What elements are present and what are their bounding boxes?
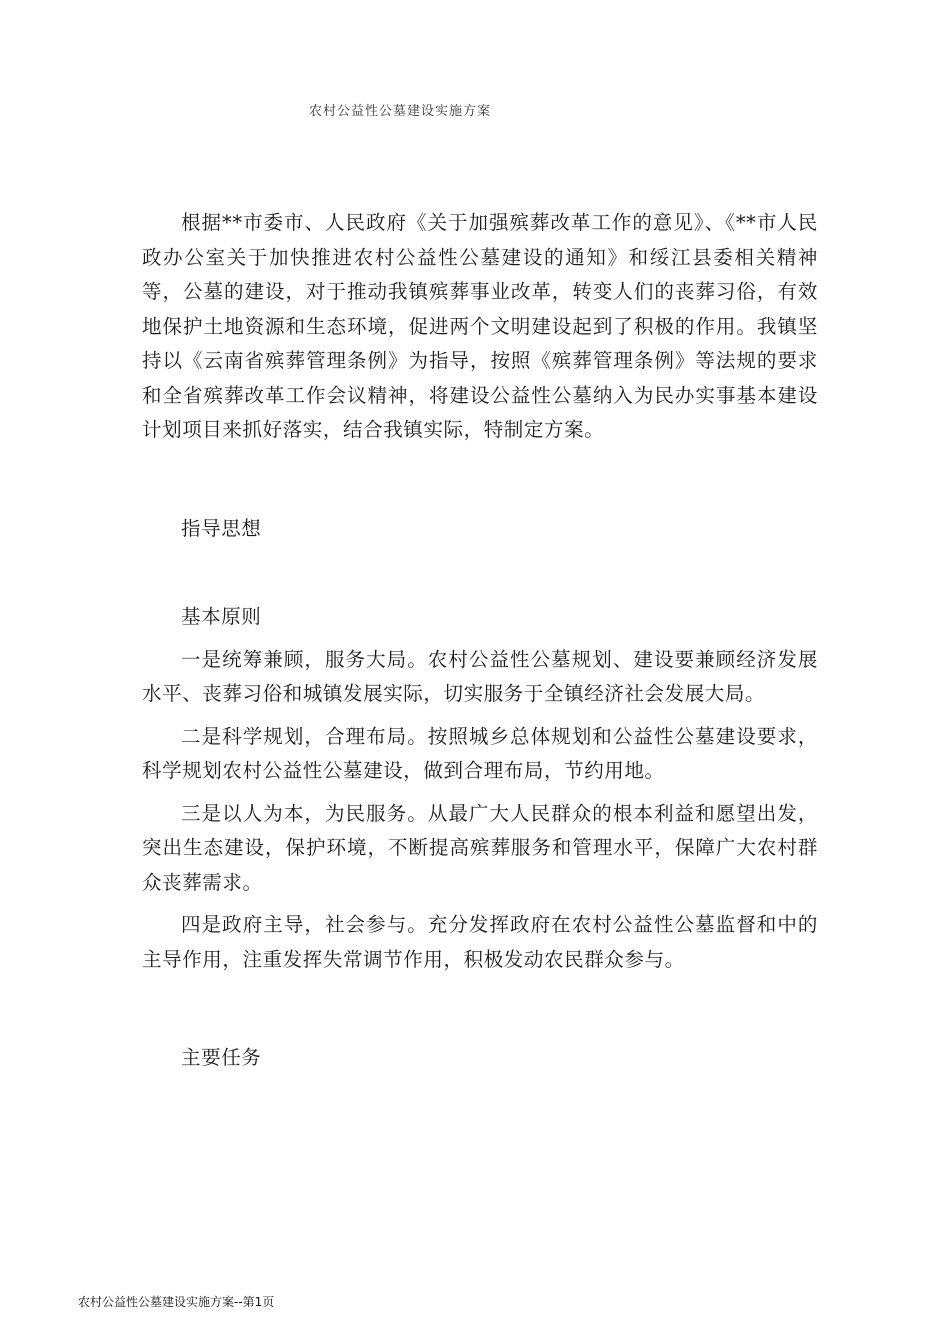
heading-main-tasks: 主要任务 [181,1046,262,1069]
principle-paragraph: 一是统筹兼顾，服务大局。农村公益性公墓规划、建设要兼顾经济发展水平、丧葬习俗和城镇发展实际，切实服务于全镇经济社会发展大局。 [142,647,818,705]
spacer [142,789,818,797]
document-body [142,206,818,1076]
principle-paragraph: 二是科学规划，合理布局。按照城乡总体规划和公益性公墓建设要求，科学规划农村公益性公墓建设，做到合理布局，节约用地。 [142,724,818,782]
principle-paragraph: 三是以人为本，为民服务。从最广大人民群众的根本利益和愿望出发，突出生态建设，保护环境，不断提高殡葬服务和管理水平，保障广大农村群众丧葬需求。 [142,801,818,894]
intro-paragraph: 根据**市委市、人民政府《关于加强殡葬改革工作的意见》、《**市人民政办公室关于加快推进农村公益性公墓建设的通知》和绥江县委相关精神等，公墓的建设，对于推动我镇殡葬事业改革，转变人们的丧葬习俗，有效地保护土地资源和生态环境，促进两个文明建设起到了积极的作用。我镇坚持以《云南省殡葬管理条例》为指导，按照《殡葬管理条例》等法规的要求和全省殡葬改革工作会议精神，将建设公益性公墓纳入为民办实事基本建设计划项目来抓好落实，结合我镇实际，特制定方案。 [142,211,818,441]
header-title: 农村公益性公墓建设实施方案 [308,104,491,119]
principle-paragraph: 四是政府主导，社会参与。充分发挥政府在农村公益性公墓监督和中的主导作用，注重发挥失常调节作用，积极发动农民群众参与。 [142,913,818,971]
spacer [142,546,818,600]
spacer [142,712,818,720]
spacer [142,635,818,643]
spacer [142,900,818,908]
heading-basic-principles: 基本原则 [181,605,262,628]
heading-guiding-thought: 指导思想 [181,516,262,540]
spacer [142,448,818,512]
page-footer: 农村公益性公墓建设实施方案--第1页 [78,1295,275,1309]
spacer [142,977,818,1041]
